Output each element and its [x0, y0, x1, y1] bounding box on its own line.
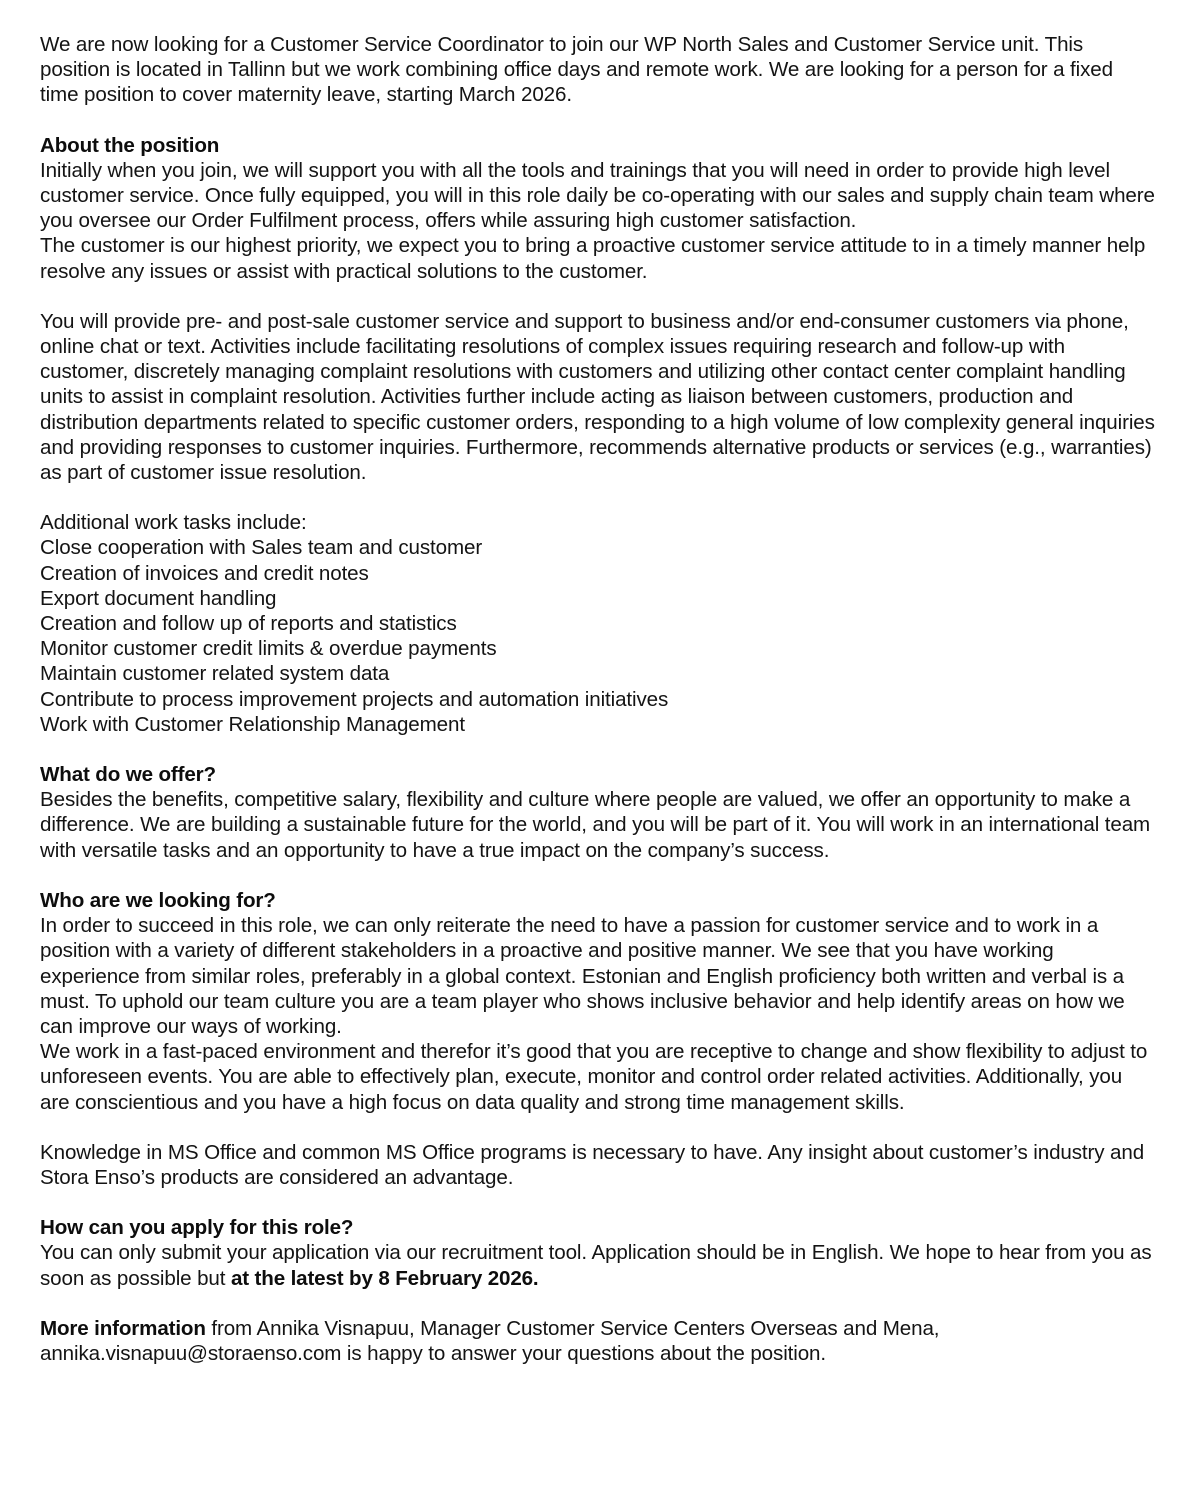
apply-body-text: You can only submit your application via our recruitment tool. Application should be in English. We hope to hear from you as soon as possible but — [40, 1241, 1152, 1290]
apply-paragraph — [40, 1240, 1156, 1290]
list-item: Maintain customer related system data — [40, 662, 390, 686]
contact-paragraph — [40, 1316, 1156, 1366]
section-heading-how-can-you-apply: How can you apply for this role? — [40, 1216, 354, 1240]
spacer — [40, 485, 1156, 510]
spacer — [40, 1190, 1156, 1215]
section-heading-about-the-position: About the position — [40, 133, 220, 157]
contact-details-text: from Annika Visnapuu, Manager Customer Service Centers Overseas and Mena, annika.visnapuu@storaenso.com is happy to answer your questions about the position. — [40, 1316, 940, 1365]
job-posting-body — [40, 32, 1156, 1366]
list-item: Creation and follow up of reports and statistics — [40, 612, 457, 636]
section-heading-what-do-we-offer: What do we offer? — [40, 763, 216, 787]
list-item: Export document handling — [40, 586, 277, 610]
spacer — [40, 863, 1156, 888]
more-information-label: More information — [40, 1316, 206, 1340]
section-heading-who-are-we-looking-for: Who are we looking for? — [40, 888, 276, 912]
duties-paragraph: You will provide pre- and post-sale customer service and support to business and/or end-consumer customers via phone, online chat or text. Activities include facilitating resolutions of complex issues requiring research and follow-up with customer, discretely managing complaint resolutions with customers and utilizing other contact center complaint handling units to assist in complaint resolution. Activities further include acting as liaison between customers, production and distribution departments related to specific customer orders, responding to a high volume of low complexity general inquiries and providing responses to customer inquiries. Furthermore, recommends alternative products or services (e.g., warranties) as part of customer issue resolution. — [40, 309, 1155, 485]
spacer — [40, 108, 1156, 133]
intro-paragraph: We are now looking for a Customer Service Coordinator to join our WP North Sales and Customer Service unit. This position is located in Tallinn but we work combining office days and remote work. We are looking for a person for a fixed time position to cover maternity leave, starting March 2026. — [40, 33, 1113, 107]
additional-tasks-list — [40, 510, 1156, 737]
looking-for-paragraph-2: We work in a fast-paced environment and therefor it’s good that you are receptive to change and show flexibility to adjust to unforeseen events. You are able to effectively plan, execute, monitor and control order related activities. Additionally, you are conscientious and you have a high focus on data quality and strong time management skills. — [40, 1040, 1148, 1114]
ms-office-paragraph: Knowledge in MS Office and common MS Office programs is necessary to have. Any insight about customer’s industry and Stora Enso’s products are considered an advantage. — [40, 1140, 1145, 1189]
list-item: Close cooperation with Sales team and customer — [40, 536, 483, 560]
additional-tasks-intro: Additional work tasks include: — [40, 511, 307, 535]
list-item: Contribute to process improvement projects and automation initiatives — [40, 687, 669, 711]
spacer — [40, 1291, 1156, 1316]
spacer — [40, 737, 1156, 762]
looking-for-paragraph-1: In order to succeed in this role, we can only reiterate the need to have a passion for customer service and to work in a position with a variety of different stakeholders in a proactive and positive manner. We see that you have working experience from similar roles, preferably in a global context. Estonian and English proficiency both written and verbal is a must. To uphold our team culture you are a team player who shows inclusive behavior and help identify areas on how we can improve our ways of working. — [40, 914, 1125, 1038]
spacer — [40, 1115, 1156, 1140]
list-item: Work with Customer Relationship Management — [40, 712, 465, 736]
about-paragraph-1: Initially when you join, we will support you with all the tools and trainings that you will need in order to provide high level customer service. Once fully equipped, you will in this role daily be co-operating with our sales and supply chain team where you oversee our Order Fulfilment process, offers while assuring high customer satisfaction. — [40, 158, 1155, 233]
list-item: Creation of invoices and credit notes — [40, 561, 369, 585]
offer-paragraph: Besides the benefits, competitive salary, flexibility and culture where people are valued, we offer an opportunity to make a difference. We are building a sustainable future for the world, and you will be part of it. You will work in an international team with versatile tasks and an opportunity to have a true impact on the company’s success. — [40, 788, 1151, 862]
application-deadline: at the latest by 8 February 2026. — [230, 1266, 539, 1290]
spacer — [40, 284, 1156, 309]
about-paragraph-2: The customer is our highest priority, we expect you to bring a proactive customer service attitude to in a timely manner help resolve any issues or assist with practical solutions to the customer. — [40, 234, 1146, 283]
list-item: Monitor customer credit limits & overdue payments — [40, 637, 497, 661]
